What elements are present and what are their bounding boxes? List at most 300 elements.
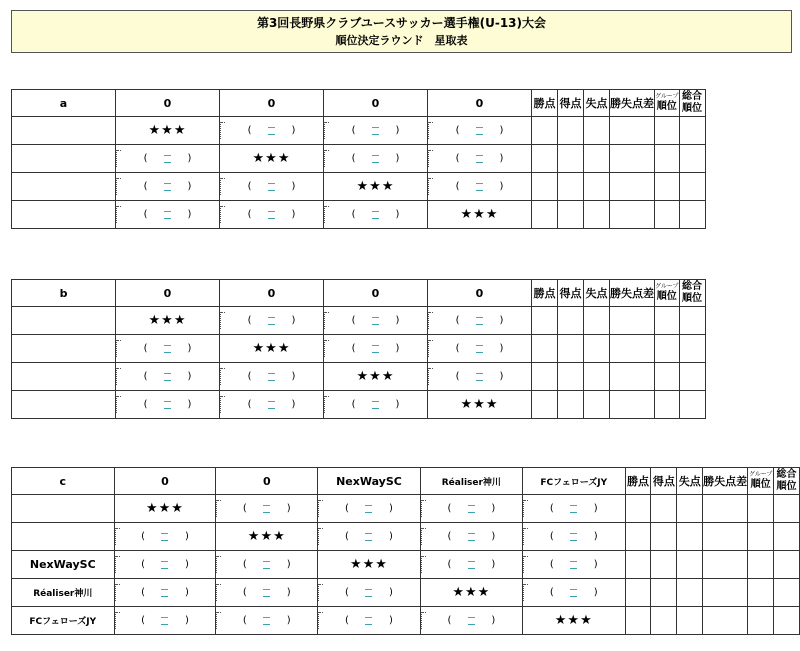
stat-cell xyxy=(584,201,610,229)
stat-cell xyxy=(610,335,655,363)
stat-cell xyxy=(558,145,584,173)
stat-cell xyxy=(625,523,651,551)
dotted-connector xyxy=(318,584,319,601)
stat-cell xyxy=(532,145,558,173)
group-rank-top: グループ xyxy=(655,93,679,100)
row-team-label xyxy=(12,145,116,173)
score-entry xyxy=(352,314,400,328)
self-match-marker: ★★★ xyxy=(252,151,291,166)
dotted-connector xyxy=(116,340,117,357)
score-cell xyxy=(220,117,324,145)
score-entry xyxy=(550,502,598,516)
stat-cell xyxy=(774,607,800,635)
stat-cell xyxy=(584,117,610,145)
score-entry xyxy=(345,530,393,544)
score-separator xyxy=(365,586,373,600)
overall-rank-header xyxy=(679,280,705,307)
score-entry xyxy=(144,180,192,194)
score-separator xyxy=(164,342,172,356)
table-row xyxy=(12,551,800,579)
stat-cell xyxy=(703,523,748,551)
stat-cell xyxy=(679,145,705,173)
score-close-paren: ) xyxy=(184,531,189,543)
self-match-marker: ★★★ xyxy=(452,585,491,600)
score-separator xyxy=(372,398,380,412)
score-cell xyxy=(324,201,428,229)
dotted-connector xyxy=(324,396,325,413)
score-cell xyxy=(420,551,522,579)
score-close-paren: ) xyxy=(184,587,189,599)
dotted-connector xyxy=(324,312,325,329)
stat-cell xyxy=(677,579,703,607)
score-open-paren: ( xyxy=(242,559,247,571)
stat-cell xyxy=(532,173,558,201)
dotted-connector xyxy=(116,206,117,223)
score-open-paren: ( xyxy=(247,125,252,137)
score-cell xyxy=(428,145,532,173)
stat-cell xyxy=(679,363,705,391)
score-open-paren: ( xyxy=(345,531,349,543)
self-match-marker: ★★★ xyxy=(460,207,499,222)
score-entry xyxy=(243,558,291,572)
self-match-cell xyxy=(220,145,324,173)
stat-cell xyxy=(558,363,584,391)
row-team-label xyxy=(12,391,116,419)
score-open-paren: ( xyxy=(549,559,554,571)
score-separator xyxy=(365,502,373,516)
score-separator xyxy=(476,124,484,138)
overall-rank-header xyxy=(679,90,705,117)
team-column-header: 0 xyxy=(324,90,428,117)
dotted-connector xyxy=(216,556,217,573)
score-cell xyxy=(116,335,220,363)
score-separator xyxy=(570,558,578,572)
group-rank-bottom: 順位 xyxy=(656,101,677,112)
self-match-cell xyxy=(318,551,421,579)
score-close-paren: ) xyxy=(291,399,296,411)
group-rank-header xyxy=(655,90,680,117)
score-open-paren: ( xyxy=(455,181,460,193)
score-entry xyxy=(352,124,400,138)
dotted-connector xyxy=(428,178,429,195)
team-column-header: 0 xyxy=(220,280,324,307)
overall-rank-top: 総合 xyxy=(776,469,797,480)
stat-cell xyxy=(584,145,610,173)
score-open-paren: ( xyxy=(351,343,356,355)
score-open-paren: ( xyxy=(143,371,148,383)
self-match-cell xyxy=(428,391,532,419)
self-match-cell xyxy=(116,307,220,335)
score-entry xyxy=(352,398,400,412)
score-entry xyxy=(447,614,495,628)
dotted-connector xyxy=(523,584,524,601)
self-match-marker: ★★★ xyxy=(145,501,184,516)
table-row xyxy=(12,201,706,229)
team-column-header: 0 xyxy=(324,280,428,307)
team-column-header: 0 xyxy=(116,90,220,117)
dotted-connector xyxy=(428,122,429,139)
dotted-connector xyxy=(116,178,117,195)
score-close-paren: ) xyxy=(491,531,496,543)
stat-cell xyxy=(774,495,800,523)
score-entry xyxy=(144,370,192,384)
table-row xyxy=(12,335,706,363)
score-close-paren: ) xyxy=(491,615,496,627)
self-match-marker: ★★★ xyxy=(349,557,388,572)
score-separator xyxy=(570,502,578,516)
score-cell xyxy=(318,495,421,523)
score-cell xyxy=(116,201,220,229)
score-entry xyxy=(550,530,598,544)
score-close-paren: ) xyxy=(395,343,400,355)
page-subtitle: 順位決定ラウンド 星取表 xyxy=(335,34,468,47)
score-close-paren: ) xyxy=(593,503,598,515)
score-cell xyxy=(220,363,324,391)
score-open-paren: ( xyxy=(549,587,554,599)
score-cell xyxy=(420,495,522,523)
score-close-paren: ) xyxy=(395,399,400,411)
table-row xyxy=(12,145,706,173)
score-close-paren: ) xyxy=(593,559,598,571)
score-entry xyxy=(141,586,189,600)
row-team-label xyxy=(12,173,116,201)
score-separator xyxy=(263,558,271,572)
score-entry xyxy=(447,502,495,516)
goals-for-header: 得点 xyxy=(558,280,584,307)
score-cell xyxy=(420,607,522,635)
dotted-connector xyxy=(428,312,429,329)
team-column-header: NexWaySC xyxy=(318,468,421,495)
score-entry xyxy=(550,586,598,600)
stat-cell xyxy=(558,391,584,419)
score-separator xyxy=(164,180,172,194)
score-entry xyxy=(352,208,400,222)
score-close-paren: ) xyxy=(187,371,192,383)
score-open-paren: ( xyxy=(242,503,247,515)
score-separator xyxy=(263,502,271,516)
stat-cell xyxy=(679,391,705,419)
score-open-paren: ( xyxy=(247,399,252,411)
dotted-connector xyxy=(318,500,319,517)
score-cell xyxy=(324,145,428,173)
dotted-connector xyxy=(220,122,221,139)
stat-cell xyxy=(774,579,800,607)
self-match-cell xyxy=(428,201,532,229)
score-cell xyxy=(114,523,216,551)
stat-cell xyxy=(748,607,774,635)
wins-header: 勝点 xyxy=(532,280,558,307)
standings-table-c xyxy=(11,467,800,635)
score-cell xyxy=(114,551,216,579)
table-row xyxy=(12,579,800,607)
score-open-paren: ( xyxy=(351,209,356,221)
score-cell xyxy=(522,523,625,551)
score-cell xyxy=(428,117,532,145)
score-close-paren: ) xyxy=(388,503,393,515)
stat-cell xyxy=(651,495,677,523)
stat-cell xyxy=(625,551,651,579)
score-entry xyxy=(243,586,291,600)
score-entry xyxy=(248,398,296,412)
stat-cell xyxy=(532,363,558,391)
score-cell xyxy=(324,391,428,419)
score-open-paren: ( xyxy=(447,531,452,543)
stat-cell xyxy=(610,307,655,335)
standings-table-b xyxy=(11,279,706,419)
score-close-paren: ) xyxy=(291,209,296,221)
score-separator xyxy=(268,124,276,138)
score-close-paren: ) xyxy=(187,399,192,411)
dotted-connector xyxy=(318,612,319,629)
score-entry xyxy=(345,614,393,628)
score-entry xyxy=(345,502,393,516)
row-team-label xyxy=(12,495,115,523)
dotted-connector xyxy=(220,178,221,195)
score-entry xyxy=(456,180,504,194)
score-separator xyxy=(467,530,475,544)
score-entry xyxy=(456,342,504,356)
score-open-paren: ( xyxy=(447,503,452,515)
score-cell xyxy=(216,551,318,579)
goals-for-header: 得点 xyxy=(651,468,677,495)
wins-header: 勝点 xyxy=(532,90,558,117)
dotted-connector xyxy=(220,368,221,385)
stat-cell xyxy=(584,363,610,391)
stat-cell xyxy=(532,335,558,363)
row-team-label: FCフェローズJY xyxy=(12,607,115,635)
score-entry xyxy=(144,152,192,166)
score-open-paren: ( xyxy=(447,615,452,627)
table-row xyxy=(12,117,706,145)
stat-cell xyxy=(532,117,558,145)
score-separator xyxy=(467,614,475,628)
page-title: 第3回長野県クラブユースサッカー選手権(U-13)大会 xyxy=(256,16,547,30)
stat-cell xyxy=(655,391,680,419)
group-rank-top: グループ xyxy=(748,471,773,478)
score-entry xyxy=(345,586,393,600)
self-match-marker: ★★★ xyxy=(148,313,187,328)
score-cell xyxy=(420,523,522,551)
score-open-paren: ( xyxy=(143,153,148,165)
dotted-connector xyxy=(421,500,422,517)
score-entry xyxy=(248,314,296,328)
score-separator xyxy=(164,370,172,384)
row-team-label xyxy=(12,307,116,335)
stat-cell xyxy=(610,391,655,419)
score-open-paren: ( xyxy=(455,371,460,383)
score-close-paren: ) xyxy=(286,615,291,627)
score-cell xyxy=(216,495,318,523)
self-match-cell xyxy=(324,363,428,391)
score-open-paren: ( xyxy=(447,559,452,571)
goal-diff-header: 勝失点差 xyxy=(703,468,748,495)
dotted-connector xyxy=(115,528,116,545)
score-close-paren: ) xyxy=(499,181,504,193)
score-separator xyxy=(268,398,276,412)
stat-cell xyxy=(679,117,705,145)
score-separator xyxy=(476,370,484,384)
stat-cell xyxy=(655,173,680,201)
stat-cell xyxy=(584,391,610,419)
stat-cell xyxy=(677,551,703,579)
group-rank-top: グループ xyxy=(655,283,679,290)
dotted-connector xyxy=(115,556,116,573)
score-cell xyxy=(216,579,318,607)
score-cell xyxy=(220,307,324,335)
stat-cell xyxy=(625,607,651,635)
score-close-paren: ) xyxy=(395,125,400,137)
score-separator xyxy=(164,398,172,412)
dotted-connector xyxy=(318,528,319,545)
score-open-paren: ( xyxy=(141,531,145,543)
stat-cell xyxy=(677,495,703,523)
score-separator xyxy=(365,530,373,544)
score-cell xyxy=(522,551,625,579)
score-close-paren: ) xyxy=(187,209,192,221)
self-match-cell xyxy=(522,607,625,635)
team-column-header: 0 xyxy=(216,468,318,495)
score-separator xyxy=(164,208,172,222)
score-separator xyxy=(372,208,380,222)
score-close-paren: ) xyxy=(499,315,504,327)
table-row xyxy=(12,173,706,201)
score-close-paren: ) xyxy=(286,587,291,599)
group-name: a xyxy=(12,90,116,117)
self-match-marker: ★★★ xyxy=(252,341,291,356)
score-cell xyxy=(116,173,220,201)
stat-cell xyxy=(748,551,774,579)
score-separator xyxy=(263,586,271,600)
score-separator xyxy=(476,314,484,328)
overall-rank-bottom: 順位 xyxy=(776,481,797,492)
self-match-marker: ★★★ xyxy=(356,369,395,384)
goals-against-header: 失点 xyxy=(584,90,610,117)
score-open-paren: ( xyxy=(345,503,349,515)
dotted-connector xyxy=(324,122,325,139)
stat-cell xyxy=(610,145,655,173)
score-open-paren: ( xyxy=(247,371,252,383)
score-separator xyxy=(372,314,380,328)
score-entry xyxy=(456,370,504,384)
score-cell xyxy=(116,391,220,419)
table-row xyxy=(12,391,706,419)
overall-rank-top: 総合 xyxy=(682,281,703,292)
table-row xyxy=(12,495,800,523)
dotted-connector xyxy=(523,528,524,545)
score-open-paren: ( xyxy=(351,153,356,165)
dotted-connector xyxy=(523,556,524,573)
dotted-connector xyxy=(115,612,116,629)
stat-cell xyxy=(679,201,705,229)
dotted-connector xyxy=(523,500,524,517)
dotted-connector xyxy=(428,150,429,167)
team-column-header: 0 xyxy=(116,280,220,307)
score-separator xyxy=(365,614,373,628)
stat-cell xyxy=(748,579,774,607)
row-team-label xyxy=(12,335,116,363)
table-row xyxy=(12,363,706,391)
team-column-header: 0 xyxy=(220,90,324,117)
dotted-connector xyxy=(220,396,221,413)
dotted-connector xyxy=(216,584,217,601)
score-cell xyxy=(220,201,324,229)
stat-cell xyxy=(677,607,703,635)
dotted-connector xyxy=(220,206,221,223)
score-close-paren: ) xyxy=(187,153,192,165)
stat-cell xyxy=(774,523,800,551)
score-open-paren: ( xyxy=(455,315,460,327)
score-entry xyxy=(352,152,400,166)
score-open-paren: ( xyxy=(141,615,145,627)
score-close-paren: ) xyxy=(286,559,291,571)
score-open-paren: ( xyxy=(351,125,356,137)
stat-cell xyxy=(532,307,558,335)
goals-for-header: 得点 xyxy=(558,90,584,117)
overall-rank-bottom: 順位 xyxy=(682,103,703,114)
score-cell xyxy=(114,607,216,635)
team-column-header: Réaliser神川 xyxy=(420,468,522,495)
group-name: b xyxy=(12,280,116,307)
score-close-paren: ) xyxy=(499,125,504,137)
dotted-connector xyxy=(324,206,325,223)
dotted-connector xyxy=(324,340,325,357)
stat-cell xyxy=(532,201,558,229)
score-cell xyxy=(216,607,318,635)
score-entry xyxy=(456,314,504,328)
stat-cell xyxy=(679,307,705,335)
score-close-paren: ) xyxy=(286,503,291,515)
score-open-paren: ( xyxy=(549,531,554,543)
score-cell xyxy=(428,363,532,391)
score-open-paren: ( xyxy=(455,125,460,137)
score-cell xyxy=(116,363,220,391)
self-match-marker: ★★★ xyxy=(148,123,187,138)
dotted-connector xyxy=(421,612,422,629)
wins-header: 勝点 xyxy=(625,468,651,495)
row-team-label: Réaliser神川 xyxy=(12,579,115,607)
self-match-marker: ★★★ xyxy=(247,529,286,544)
score-close-paren: ) xyxy=(388,531,393,543)
row-team-label xyxy=(12,117,116,145)
goals-against-header: 失点 xyxy=(584,280,610,307)
stat-cell xyxy=(625,579,651,607)
stat-cell xyxy=(655,145,680,173)
score-cell xyxy=(522,579,625,607)
stat-cell xyxy=(610,201,655,229)
score-separator xyxy=(476,180,484,194)
self-match-marker: ★★★ xyxy=(554,613,593,628)
dotted-connector xyxy=(428,340,429,357)
stat-cell xyxy=(625,495,651,523)
self-match-cell xyxy=(420,579,522,607)
score-entry xyxy=(248,370,296,384)
stat-cell xyxy=(748,523,774,551)
score-separator xyxy=(476,152,484,166)
dotted-connector xyxy=(421,528,422,545)
score-separator xyxy=(263,614,271,628)
score-separator xyxy=(476,342,484,356)
stat-cell xyxy=(651,579,677,607)
score-close-paren: ) xyxy=(291,371,296,383)
standings-table-a xyxy=(11,89,706,229)
self-match-cell xyxy=(324,173,428,201)
score-entry xyxy=(141,530,189,544)
stat-cell xyxy=(679,173,705,201)
stat-cell xyxy=(703,551,748,579)
score-open-paren: ( xyxy=(242,587,247,599)
score-close-paren: ) xyxy=(291,181,296,193)
overall-rank-header xyxy=(774,468,800,495)
